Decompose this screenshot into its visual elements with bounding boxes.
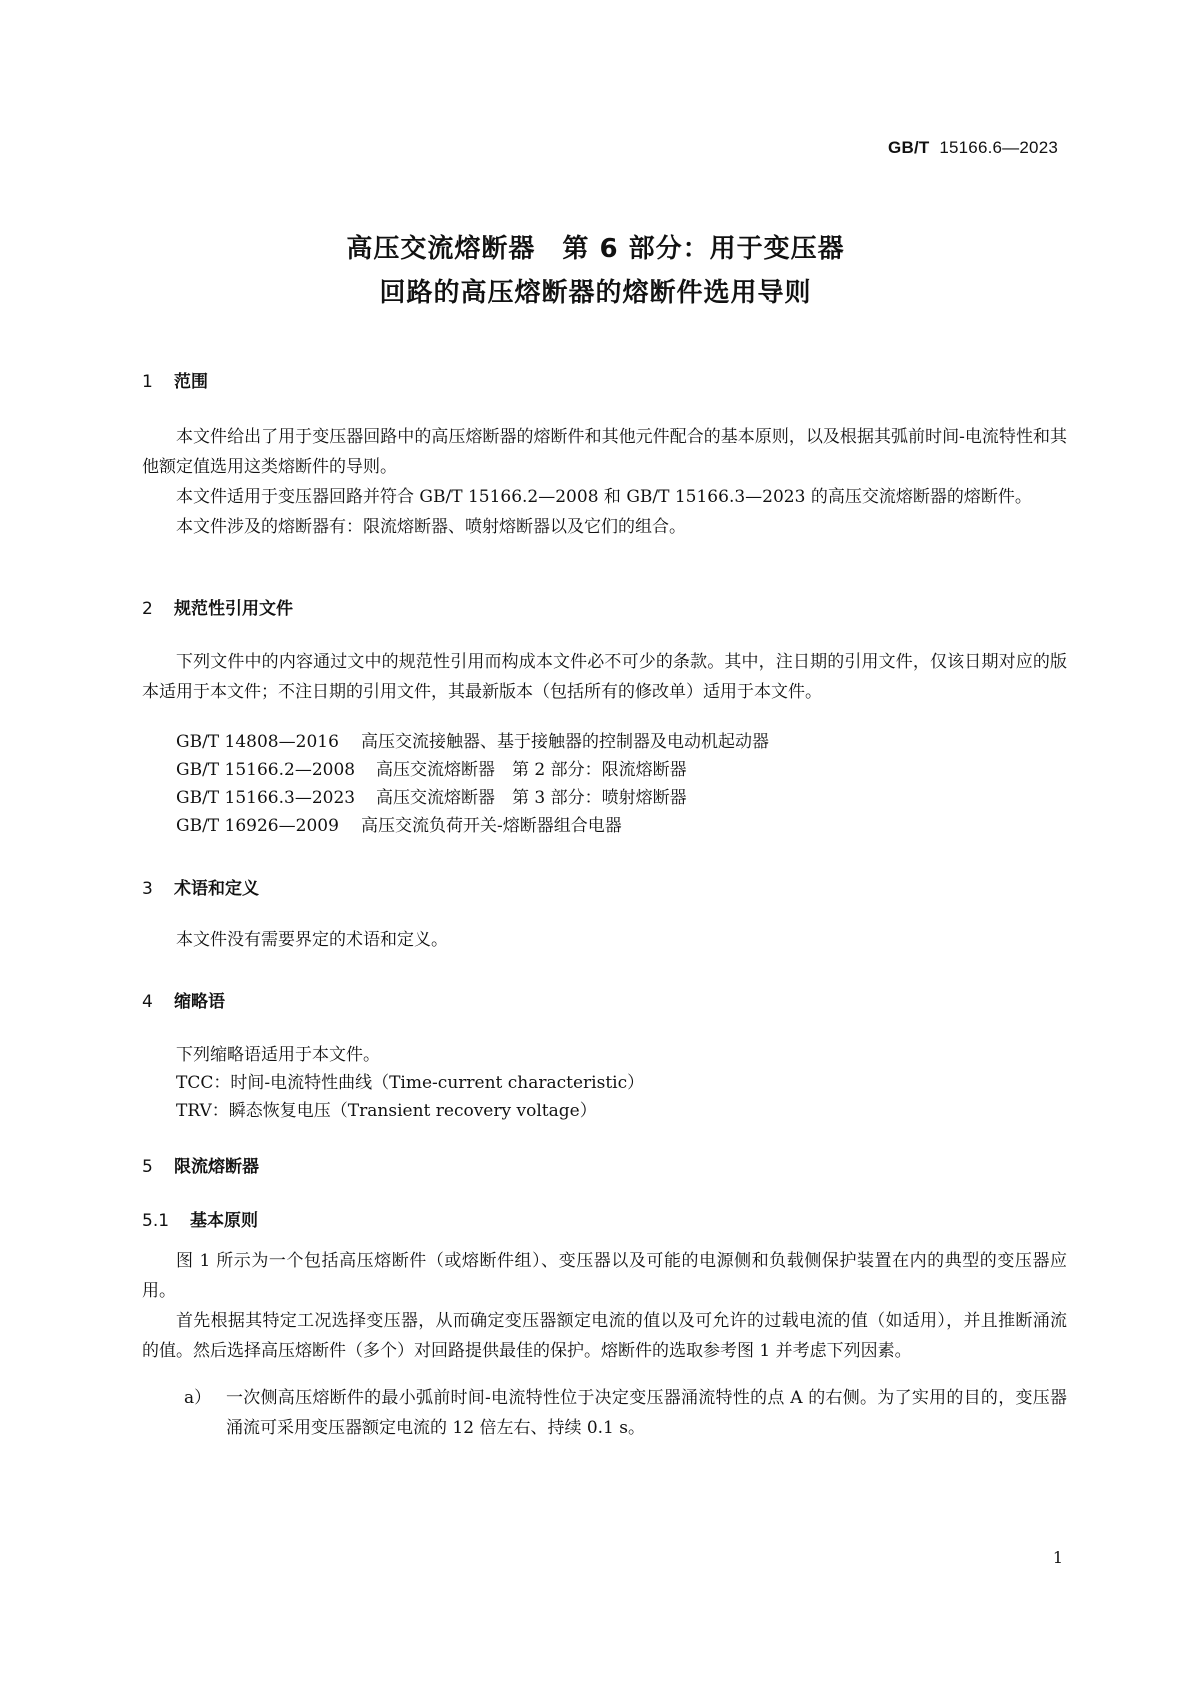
section-4-body (142, 1040, 1067, 1070)
list-marker: a） (184, 1388, 212, 1408)
section-number: 5 (142, 1157, 153, 1177)
reference-item (176, 755, 687, 785)
paragraph: 图 1 所示为一个包括高压熔断件（或熔断件组）、变压器以及可能的电源侧和负载侧保护装置在内的典型的变压器应用。 (142, 1251, 1067, 1301)
section-number: 4 (142, 992, 153, 1012)
section-3-heading (142, 874, 259, 899)
abbreviation-item: TCC：时间-电流特性曲线（Time-current characteristic） (176, 1073, 645, 1093)
paragraph: 本文件没有需要界定的术语和定义。 (176, 930, 448, 950)
section-number: 1 (142, 372, 153, 392)
paragraph: 本文件涉及的熔断器有：限流熔断器、喷射熔断器以及它们的组合。 (176, 517, 686, 537)
reference-title: 高压交流接触器、基于接触器的控制器及电动机起动器 (361, 732, 769, 752)
section-1-body (142, 422, 1067, 542)
section-title: 限流熔断器 (174, 1157, 259, 1177)
section-1-heading (142, 367, 208, 392)
standard-prefix: GB/T (888, 138, 930, 157)
paragraph: 本文件给出了用于变压器回路中的高压熔断器的熔断件和其他元件配合的基本原则，以及根据其弧前时间-电流特性和其他额定值选用这类熔断件的导则。 (142, 427, 1067, 477)
standard-number: 15166.6—2023 (939, 138, 1058, 157)
reference-title: 高压交流负荷开关-熔断器组合电器 (361, 816, 622, 836)
reference-item (176, 811, 622, 841)
section-title: 规范性引用文件 (174, 599, 293, 619)
paragraph: 下列缩略语适用于本文件。 (176, 1045, 380, 1065)
section-title: 缩略语 (174, 992, 225, 1012)
list-item (176, 1383, 1067, 1443)
subsection-number: 5.1 (142, 1211, 170, 1231)
reference-code: GB/T 14808—2016 (176, 732, 339, 752)
list-item-text: 一次侧高压熔断件的最小弧前时间-电流特性位于决定变压器涌流特性的点 A 的右侧。为了实用的目的，变压器涌流可采用变压器额定电流的 12 倍左右、持续 0.1 s。 (226, 1388, 1067, 1438)
reference-title: 高压交流熔断器 第 3 部分：喷射熔断器 (376, 788, 687, 808)
subsection-title: 基本原则 (190, 1211, 258, 1231)
reference-code: GB/T 16926—2009 (176, 816, 339, 836)
section-5-heading (142, 1152, 259, 1177)
subsection-5-1-body (142, 1246, 1067, 1366)
section-title: 术语和定义 (174, 879, 259, 899)
section-number: 2 (142, 599, 153, 619)
reference-title: 高压交流熔断器 第 2 部分：限流熔断器 (376, 760, 687, 780)
document-title-line-2: 回路的高压熔断器的熔断件选用导则 (379, 278, 812, 308)
page-number: 1 (1052, 1548, 1063, 1567)
reference-code: GB/T 15166.3—2023 (176, 788, 356, 808)
abbreviation-item: TRV：瞬态恢复电压（Transient recovery voltage） (176, 1101, 597, 1121)
reference-item (176, 727, 769, 757)
section-2-body (142, 647, 1067, 707)
document-title-line-1: 高压交流熔断器 第 6 部分：用于变压器 (346, 234, 845, 264)
paragraph: 本文件适用于变压器回路并符合 GB/T 15166.2—2008 和 GB/T 15166.3—2023 的高压交流熔断器的熔断件。 (176, 487, 1032, 507)
paragraph: 首先根据其特定工况选择变压器，从而确定变压器额定电流的值以及可允许的过载电流的值（如适用），并且推断涌流的值。然后选择高压熔断件（多个）对回路提供最佳的保护。熔断件的选取参考图 1 并考虑下列因素。 (142, 1311, 1067, 1361)
subsection-5-1-heading (142, 1206, 258, 1231)
section-2-heading (142, 594, 293, 619)
reference-item (176, 783, 687, 813)
section-3-body (142, 925, 1067, 955)
section-number: 3 (142, 879, 153, 899)
section-4-heading (142, 987, 225, 1012)
reference-code: GB/T 15166.2—2008 (176, 760, 356, 780)
section-title: 范围 (174, 372, 208, 392)
standard-code (888, 138, 1058, 158)
paragraph: 下列文件中的内容通过文中的规范性引用而构成本文件必不可少的条款。其中，注日期的引用文件，仅该日期对应的版本适用于本文件；不注日期的引用文件，其最新版本（包括所有的修改单）适用于本文件。 (142, 652, 1067, 702)
